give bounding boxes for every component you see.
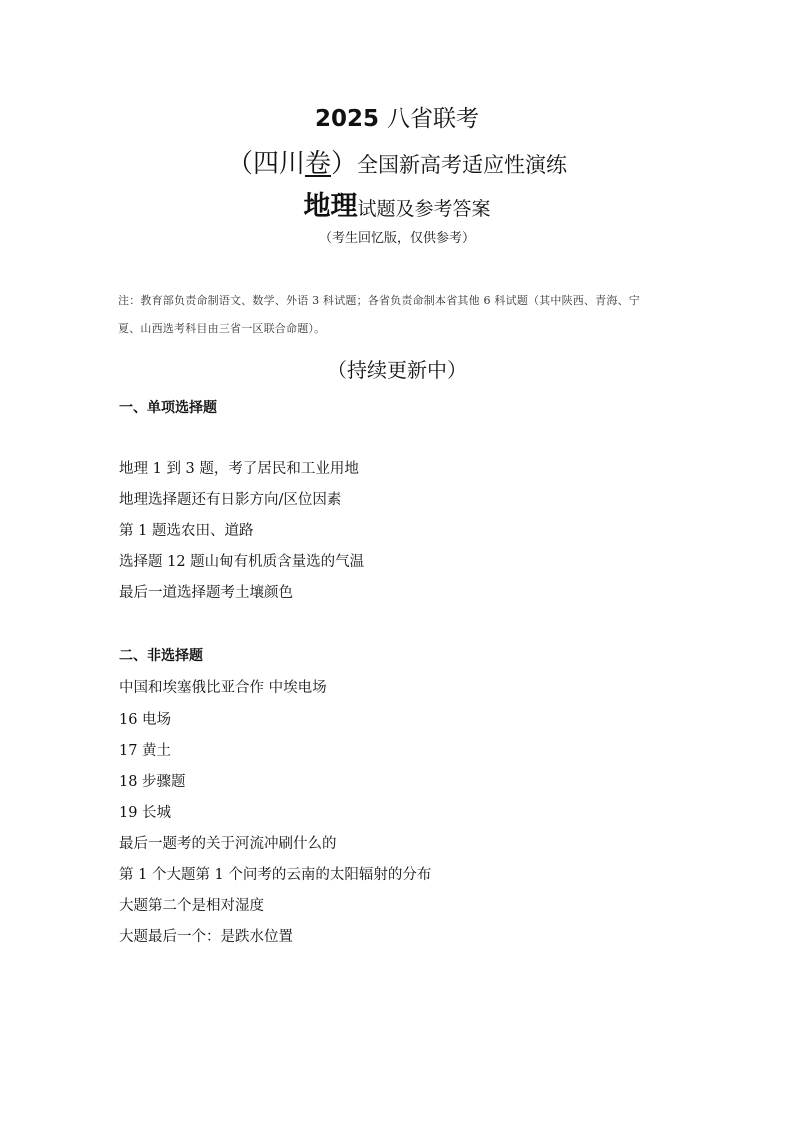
document-subtitle: （考生回忆版，仅供参考） [318,231,475,246]
note-line-1: 注：教育部负责命制语文、数学、外语 3 科试题；各省负责命制本省其他 6 科试题（其中陕西、青海、宁 [118,294,640,307]
list-item: 最后一题考的关于河流冲刷什么的 [119,836,337,852]
list-item: 第 1 题选农田、道路 [119,523,254,539]
title-exam-type: 全国新高考适应性演练 [357,153,568,177]
list-item: 中国和埃塞俄比亚合作 中埃电场 [119,680,327,696]
update-status: （持续更新中） [327,358,467,382]
note-line-2: 夏、山西选考科目由三省一区联合命题）。 [118,322,326,335]
list-item: 16 电场 [119,712,172,728]
title-province-underlined: 卷 [304,149,331,179]
list-item: 18 步骤题 [119,774,186,790]
list-item: 地理 1 到 3 题，考了居民和工业用地 [119,461,359,477]
list-item: 最后一道选择题考土壤颜色 [119,585,293,601]
list-item: 19 长城 [119,805,172,821]
title-subject: 地理 [303,191,358,222]
list-item: 大题最后一个：是跌水位置 [119,929,293,945]
title-year: 2025 [314,106,379,132]
list-item: 第 1 个大题第 1 个问考的云南的太阳辐射的分布 [119,867,432,883]
title-subject-suffix: 试题及参考答案 [357,198,491,220]
title-exam-name: 八省联考 [387,106,480,132]
document-title-line2 [0,143,794,180]
list-item: 大题第二个是相对湿度 [119,898,264,914]
title-province-suffix: ） [331,149,358,179]
section-heading-non-choice: 二、非选择题 [119,648,203,664]
list-item: 选择题 12 题山甸有机质含量选的气温 [119,554,365,570]
title-province-prefix: （四川 [226,149,305,179]
list-item: 地理选择题还有日影方向/区位因素 [119,492,342,508]
section-heading-choice: 一、单项选择题 [119,400,217,416]
document-title-line1 [0,100,794,133]
document-title-line3 [0,184,794,223]
list-item: 17 黄土 [119,743,172,759]
